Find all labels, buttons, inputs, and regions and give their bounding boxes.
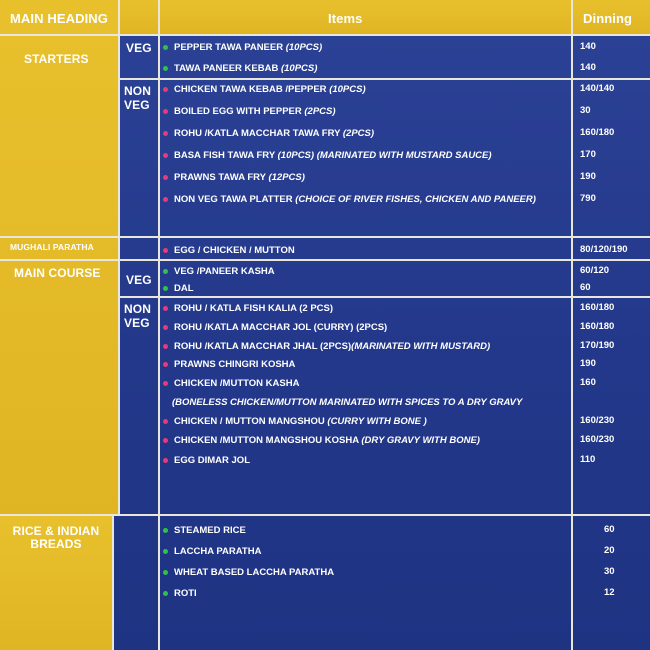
- menu-item-row: [163, 82, 366, 96]
- menu-item-name: [174, 84, 366, 95]
- menu-item-row: [163, 414, 427, 428]
- nonveg-dot-icon: [163, 438, 168, 443]
- main-heading-header: MAIN HEADING: [10, 11, 108, 26]
- menu-item-price: 20: [604, 545, 615, 556]
- column-divider: [158, 0, 160, 650]
- menu-item-price: 60/120: [580, 265, 610, 276]
- menu-item-row: [163, 281, 194, 295]
- menu-item-title: TAWA PANEER KEBAB: [174, 62, 281, 74]
- menu-item-title: CHICKEN /MUTTON KASHA: [174, 377, 300, 389]
- menu-item-name: [174, 128, 374, 139]
- divider: [0, 34, 650, 36]
- veg-dot-icon: [163, 269, 168, 274]
- menu-item-price: 140/140: [580, 83, 615, 94]
- menu-item-note: (2PCS): [342, 127, 375, 139]
- menu-item-price: 12: [604, 587, 615, 598]
- menu-item-name: [174, 63, 317, 74]
- menu-item-row: [163, 148, 492, 162]
- veg-dot-icon: [163, 570, 168, 575]
- starters-veg-label: VEG: [126, 41, 152, 55]
- nonveg-dot-icon: [163, 153, 168, 158]
- menu-item-row: [163, 40, 322, 54]
- section-rice-breads-label: RICE & INDIAN BREADS: [12, 524, 100, 551]
- nonveg-dot-icon: [163, 458, 168, 463]
- menu-item-row: [163, 376, 299, 390]
- menu-item-title: STEAMED RICE: [174, 524, 246, 536]
- menu-item-row: [163, 170, 305, 184]
- menu-item-row: [163, 243, 295, 257]
- veg-dot-icon: [163, 45, 168, 50]
- menu-item-name: [174, 42, 322, 53]
- menu-item-row: [163, 453, 250, 467]
- menu-item-name: [174, 416, 427, 427]
- menu-item-note: (DRY GRAVY WITH BONE): [361, 434, 480, 446]
- menu-item-name: [174, 245, 295, 256]
- menu-item-row: [163, 433, 480, 447]
- menu-item-note: (12PCS): [268, 171, 305, 183]
- menu-item-row: [163, 357, 295, 371]
- menu-item-name: [174, 567, 334, 578]
- menu-item-row: [163, 320, 387, 334]
- menu-item-name: [174, 283, 194, 294]
- nonveg-dot-icon: [163, 306, 168, 311]
- menu-item-row: [163, 544, 261, 558]
- divider: [0, 236, 650, 238]
- menu-item-row: [163, 301, 333, 315]
- menu-item-name: [174, 525, 246, 536]
- menu-item-name: [174, 266, 275, 277]
- menu-item-row: [163, 104, 336, 118]
- menu-item-price: 30: [580, 105, 591, 116]
- menu-item-name: [174, 303, 333, 314]
- veg-dot-icon: [163, 286, 168, 291]
- menu-item-note: (2PCS): [304, 105, 336, 117]
- menu-item-note: (CURRY WITH BONE ): [327, 415, 427, 427]
- main-veg-label: VEG: [126, 273, 152, 287]
- menu-item-row: [172, 395, 522, 409]
- menu-item-title: ROHU / KATLA FISH KALIA (2 PCS): [174, 302, 334, 314]
- starters-nonveg-label: NON VEG: [124, 84, 151, 112]
- menu-item-price: 60: [604, 524, 615, 535]
- menu-item-note: (MARINATED WITH MUSTARD): [351, 340, 491, 352]
- menu-item-title: PRAWNS TAWA FRY: [174, 171, 269, 183]
- menu-item-price: 190: [580, 358, 596, 369]
- nonveg-dot-icon: [163, 325, 168, 330]
- menu-item-title: LACCHA PARATHA: [174, 545, 262, 557]
- menu-item-price: 170/190: [580, 340, 615, 351]
- menu-item-price: 160: [580, 377, 596, 388]
- menu-item-row: [163, 339, 490, 353]
- menu-item-name: [174, 378, 299, 389]
- nonveg-dot-icon: [163, 175, 168, 180]
- menu-item-name: [174, 341, 490, 352]
- column-divider: [112, 514, 114, 650]
- menu-item-note: (10PCS): [280, 62, 318, 74]
- veg-dot-icon: [163, 66, 168, 71]
- menu-item-title: CHICKEN TAWA KEBAB /PEPPER: [174, 83, 330, 95]
- menu-item-price: 80/120/190: [580, 244, 628, 255]
- section-main-course: MAIN COURSE: [14, 266, 101, 280]
- menu-item-price: 160/180: [580, 302, 615, 313]
- nonveg-dot-icon: [163, 344, 168, 349]
- menu-item-title: CHICKEN /MUTTON MANGSHOU KOSHA: [174, 434, 362, 446]
- section-starters: STARTERS: [24, 52, 89, 66]
- menu-item-row: [163, 192, 536, 206]
- nonveg-dot-icon: [163, 419, 168, 424]
- menu-item-price: 170: [580, 149, 596, 160]
- menu-item-name: [174, 359, 295, 370]
- veg-dot-icon: [163, 591, 168, 596]
- menu-item-price: 110: [580, 454, 596, 465]
- menu-item-title: PRAWNS CHINGRI KOSHA: [174, 358, 296, 370]
- menu-item-row: [163, 61, 317, 75]
- menu-item-title: CHICKEN / MUTTON MANGSHOU: [174, 415, 328, 427]
- menu-item-row: [163, 126, 374, 140]
- menu-item-name: [174, 322, 387, 333]
- menu-item-name: [174, 172, 305, 183]
- column-divider: [571, 0, 573, 650]
- menu-item-name: [174, 588, 197, 599]
- menu-item-price: 160/180: [580, 321, 615, 332]
- menu-item-price: 160/230: [580, 434, 615, 445]
- menu-item-price: 60: [580, 282, 591, 293]
- menu-item-name: [174, 546, 261, 557]
- nonveg-dot-icon: [163, 362, 168, 367]
- menu-item-price: 160/180: [580, 127, 615, 138]
- menu-item-title: WHEAT BASED LACCHA PARATHA: [174, 566, 335, 578]
- menu-item-price: 30: [604, 566, 615, 577]
- section-rice-breads: [0, 525, 112, 551]
- menu-item-price: 140: [580, 62, 596, 73]
- veg-dot-icon: [163, 549, 168, 554]
- menu-item-title: BASA FISH TAWA FRY: [174, 149, 278, 161]
- nonveg-dot-icon: [163, 131, 168, 136]
- menu-item-price: 790: [580, 193, 596, 204]
- menu-item-price: 190: [580, 171, 596, 182]
- menu-item-row: [163, 565, 334, 579]
- menu-item-name: [174, 106, 336, 117]
- menu-item-title: DAL: [174, 282, 194, 294]
- menu-item-title: ROTI: [174, 587, 197, 599]
- veg-dot-icon: [163, 528, 168, 533]
- menu-item-name: [174, 455, 250, 466]
- menu-item-note: (10PCS) (MARINATED WITH MUSTARD SAUCE): [277, 149, 492, 161]
- menu-item-row: [163, 523, 246, 537]
- menu-item-title: ROHU /KATLA MACCHAR TAWA FRY: [174, 127, 343, 139]
- menu-item-note: (BONELESS CHICKEN/MUTTON MARINATED WITH SPICES TO A DRY GRAVY: [172, 396, 523, 408]
- menu-item-name: [174, 435, 480, 446]
- section-mughali-paratha: MUGHALI PARATHA: [10, 242, 94, 252]
- menu-item-note: (10PCS): [329, 83, 366, 95]
- menu-item-title: ROHU /KATLA MACCHAR JOL (CURRY) (2PCS): [174, 321, 388, 333]
- menu-item-title: EGG DIMAR JOL: [174, 454, 251, 466]
- divider: [0, 259, 650, 261]
- column-divider: [118, 0, 120, 514]
- nonveg-dot-icon: [163, 197, 168, 202]
- menu-item-title: PEPPER TAWA PANEER: [174, 41, 286, 53]
- menu-item-row: [163, 264, 275, 278]
- menu-item-name: [174, 150, 492, 161]
- section-column: [0, 0, 118, 514]
- menu-item-note: (CHOICE OF RIVER FISHES, CHICKEN AND PANEER): [295, 193, 536, 205]
- menu-item-title: EGG / CHICKEN / MUTTON: [174, 244, 295, 256]
- menu-item-title: BOILED EGG WITH PEPPER: [174, 105, 305, 117]
- divider: [0, 514, 650, 516]
- menu-item-row: [163, 586, 197, 600]
- menu-item-name: [174, 194, 536, 205]
- menu-item-price: 140: [580, 41, 596, 52]
- menu-item-note: (10PCS): [285, 41, 323, 53]
- menu-item-name: [172, 397, 522, 408]
- menu-item-title: NON VEG TAWA PLATTER: [174, 193, 296, 205]
- nonveg-dot-icon: [163, 109, 168, 114]
- menu-item-price: 160/230: [580, 415, 615, 426]
- dinning-header: Dinning: [583, 11, 633, 26]
- nonveg-dot-icon: [163, 87, 168, 92]
- nonveg-dot-icon: [163, 248, 168, 253]
- menu-item-title: VEG /PANEER KASHA: [174, 265, 275, 277]
- items-header: Items: [328, 11, 363, 26]
- nonveg-dot-icon: [163, 381, 168, 386]
- main-nonveg-label: NON VEG: [124, 302, 151, 330]
- menu-item-title: ROHU /KATLA MACCHAR JHAL (2PCS): [174, 340, 352, 352]
